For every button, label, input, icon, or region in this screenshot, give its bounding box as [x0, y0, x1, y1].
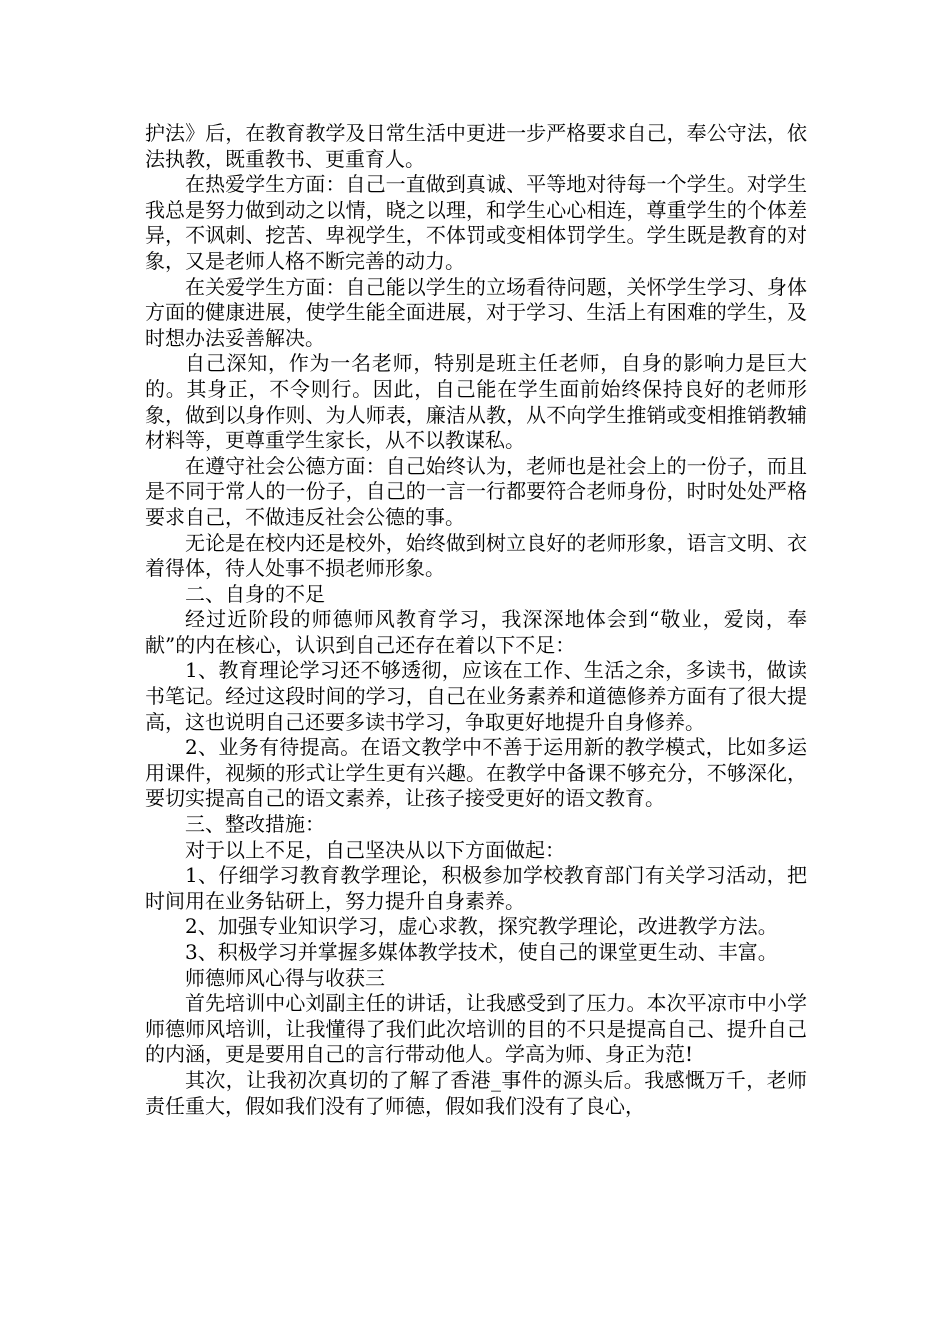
paragraph-3: 在关爱学生方面：自己能以学生的立场看待问题，关怀学生学习、身体方面的健康进展，使学生能全面进展，对于学习、生活上有困难的学生，及时想办法妥善解决。 — [145, 274, 807, 350]
paragraph-8: 经过近阶段的师德师风教育学习，我深深地体会到“敬业，爱岗，奉献”的内在核心，认识到自己还存在着以下不足： — [145, 607, 807, 657]
paragraph-18: 其次，让我初次真切的了解了香港_事件的源头后。我感慨万千，老师责任重大，假如我们没有了师德，假如我们没有了良心， — [145, 1067, 807, 1118]
paragraph-9: 1、教育理论学习还不够透彻，应该在工作、生活之余，多读书，做读书笔记。经过这段时间的学习，自己在业务素养和道德修养方面有了很大提高，这也说明自己还要多读书学习，争取更好地提升自身修养。 — [145, 658, 807, 734]
paragraph-12: 对于以上不足，自己坚决从以下方面做起： — [185, 837, 565, 862]
section-heading-3: 三、整改措施： — [185, 812, 325, 837]
paragraph-10: 2、业务有待提高。在语文教学中不善于运用新的教学模式，比如多运用课件，视频的形式让学生更有兴趣。在教学中备课不够充分，不够深化，要切实提高自己的语文素养，让孩子接受更好的语文教育。 — [145, 735, 807, 811]
document-body — [145, 121, 807, 1119]
article-title-3: 师德师风心得与收获三 — [185, 965, 385, 990]
paragraph-5: 在遵守社会公德方面：自己始终认为，老师也是社会上的一份子，而且是不同于常人的一份子，自己的一言一行都要符合老师身份，时时处处严格要求自己，不做违反社会公德的事。 — [145, 453, 807, 529]
paragraph-17: 首先培训中心刘副主任的讲话，让我感受到了压力。本次平凉市中小学师德师风培训，让我懂得了我们此次培训的目的不只是提高自己、提升自己的内涵，更是要用自己的言行带动他人。学高为师、身正为范! — [145, 991, 807, 1067]
paragraph-2: 在热爱学生方面：自己一直做到真诚、平等地对待每一个学生。对学生我总是努力做到动之以情，晓之以理，和学生心心相连，尊重学生的个体差异，不讽刺、挖苦、卑视学生，不体罚或变相体罚学生。学生既是教育的对象，又是老师人格不断完善的动力。 — [145, 172, 807, 273]
paragraph-13: 1、仔细学习教育教学理论，积极参加学校教育部门有关学习活动，把时间用在业务钻研上，努力提升自身素养。 — [145, 863, 807, 913]
paragraph-4: 自己深知，作为一名老师，特别是班主任老师，自身的影响力是巨大的。其身正，不令则行。因此，自己能在学生面前始终保持良好的老师形象，做到以身作则、为人师表，廉洁从教，从不向学生推销或变相推销教辅材料等，更尊重学生家长，从不以教谋私。 — [145, 351, 807, 453]
section-heading-2: 二、自身的不足 — [185, 581, 325, 606]
paragraph-15: 3、积极学习并掌握多媒体教学技术，使自己的课堂更生动、丰富。 — [185, 940, 778, 964]
paragraph-6: 无论是在校内还是校外，始终做到树立良好的老师形象，语言文明、衣着得体，待人处事不损老师形象。 — [145, 530, 807, 581]
paragraph-14: 2、加强专业知识学习，虚心求教，探究教学理论，改进教学方法。 — [185, 914, 778, 939]
paragraph-1: 护法》后，在教育教学及日常生活中更进一步严格要求自己，奉公守法，依法执教，既重教书、更重育人。 — [145, 121, 807, 171]
